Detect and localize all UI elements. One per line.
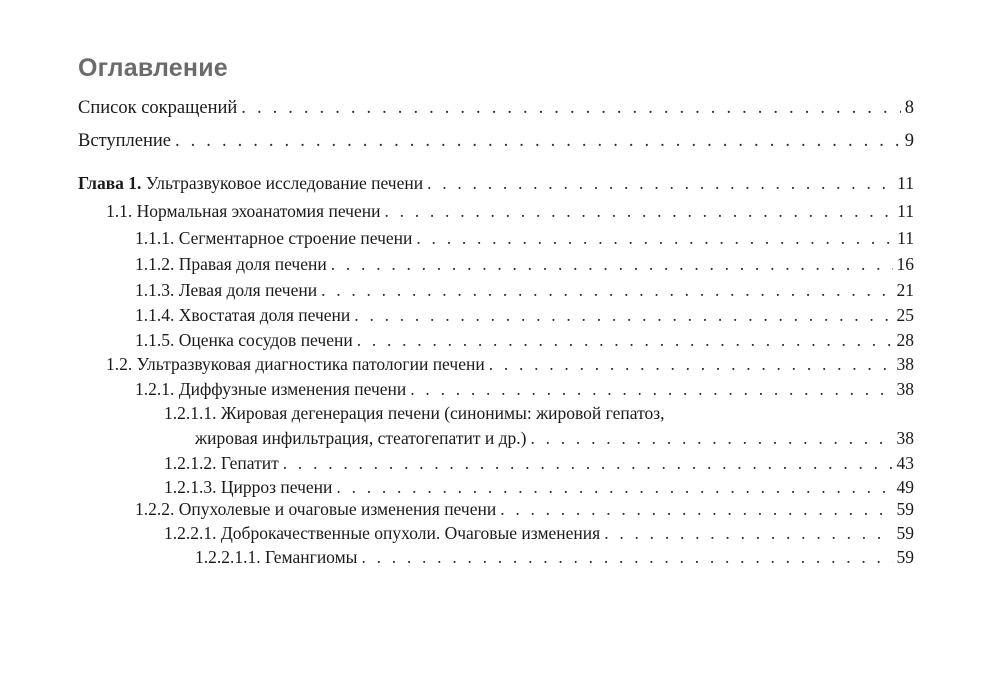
toc-entry-page: 38 xyxy=(896,379,914,399)
toc-entry-chapter[interactable] xyxy=(78,173,914,194)
toc-entry-page: 49 xyxy=(896,477,914,497)
toc-leader-dots xyxy=(410,379,892,400)
toc-entry[interactable] xyxy=(135,499,914,520)
toc-entry-title: 1.2.1.3. Цирроз печени xyxy=(164,477,333,497)
toc-entry[interactable] xyxy=(135,330,914,351)
toc-leader-dots xyxy=(336,477,892,498)
toc-entry-multiline[interactable] xyxy=(164,403,665,424)
toc-leader-dots xyxy=(384,201,893,222)
toc-entry[interactable] xyxy=(195,547,914,568)
toc-leader-dots xyxy=(416,228,893,249)
toc-entry-page: 59 xyxy=(896,499,914,519)
toc-leader-dots xyxy=(331,254,893,275)
toc-entry-page: 43 xyxy=(896,453,914,473)
toc-leader-dots xyxy=(283,453,893,474)
toc-entry[interactable] xyxy=(78,131,914,152)
toc-entry-title-continuation: жировая инфильтрация, стеатогепатит и др.) xyxy=(195,428,527,448)
toc-leader-dots xyxy=(604,523,892,544)
toc-entry-title: 1.1.5. Оценка сосудов печени xyxy=(135,330,353,350)
toc-entry-page: 59 xyxy=(896,523,914,543)
toc-entry-title: 1.2. Ультразвуковая диагностика патологии печени xyxy=(106,354,485,374)
toc-entry-page: 9 xyxy=(904,131,914,151)
toc-entry-page: 8 xyxy=(904,98,914,118)
toc-entry-title: 1.1. Нормальная эхоанатомия печени xyxy=(106,201,381,221)
toc-leader-dots xyxy=(500,499,892,520)
toc-entry-page: 28 xyxy=(896,330,914,350)
toc-entry[interactable] xyxy=(135,379,914,400)
toc-entry[interactable] xyxy=(106,201,914,222)
toc-entry-title: 1.2.2.1. Доброкачественные опухоли. Очаговые изменения xyxy=(164,523,601,543)
toc-heading: Оглавление xyxy=(78,54,228,82)
toc-entry-page: 16 xyxy=(896,254,914,274)
toc-leader-dots xyxy=(530,428,892,449)
toc-entry-page: 38 xyxy=(896,354,914,374)
toc-entry[interactable] xyxy=(106,354,914,375)
toc-entry[interactable] xyxy=(135,280,914,301)
toc-entry-title: 1.1.1. Сегментарное строение печени xyxy=(135,228,413,248)
toc-entry-title: Список сокращений xyxy=(78,98,238,118)
toc-leader-dots xyxy=(489,354,893,375)
toc-entry-title: 1.2.1.1. Жировая дегенерация печени (синонимы: жировой гепатоз, xyxy=(164,403,665,423)
toc-entry-title: 1.2.2. Опухолевые и очаговые изменения печени xyxy=(135,499,497,519)
toc-entry-title: 1.1.3. Левая доля печени xyxy=(135,280,318,300)
toc-entry[interactable] xyxy=(135,305,914,326)
toc-leader-dots xyxy=(175,131,901,152)
toc-entry-title: Ультразвуковое исследование печени xyxy=(145,173,424,193)
toc-entry-title: 1.2.2.1.1. Гемангиомы xyxy=(195,547,358,567)
toc-entry-page: 21 xyxy=(896,280,914,300)
toc-entry-title: 1.1.2. Правая доля печени xyxy=(135,254,327,274)
toc-entry-title: 1.2.1.2. Гепатит xyxy=(164,453,279,473)
toc-entry-title: Вступление xyxy=(78,131,171,151)
toc-entry-page: 11 xyxy=(897,173,914,193)
toc-leader-dots xyxy=(357,330,893,351)
toc-entry-page: 38 xyxy=(896,428,914,448)
toc-entry-page: 11 xyxy=(897,201,914,221)
toc-leader-dots xyxy=(354,305,892,326)
toc-entry-continuation[interactable] xyxy=(195,428,914,449)
toc-leader-dots xyxy=(321,280,892,301)
chapter-label: Глава 1. xyxy=(78,173,142,193)
toc-entry[interactable] xyxy=(78,98,914,119)
toc-leader-dots xyxy=(361,547,892,568)
toc-entry[interactable] xyxy=(164,523,914,544)
toc-entry[interactable] xyxy=(164,477,914,498)
toc-leader-dots xyxy=(241,98,900,119)
toc-leader-dots xyxy=(427,173,893,194)
toc-entry-page: 59 xyxy=(896,547,914,567)
toc-entry[interactable] xyxy=(135,228,914,249)
toc-entry-title: 1.2.1. Диффузные изменения печени xyxy=(135,379,407,399)
toc-entry-page: 11 xyxy=(897,228,914,248)
toc-entry-title: 1.1.4. Хвостатая доля печени xyxy=(135,305,351,325)
toc-entry[interactable] xyxy=(164,453,914,474)
toc-entry-page: 25 xyxy=(896,305,914,325)
toc-entry[interactable] xyxy=(135,254,914,275)
